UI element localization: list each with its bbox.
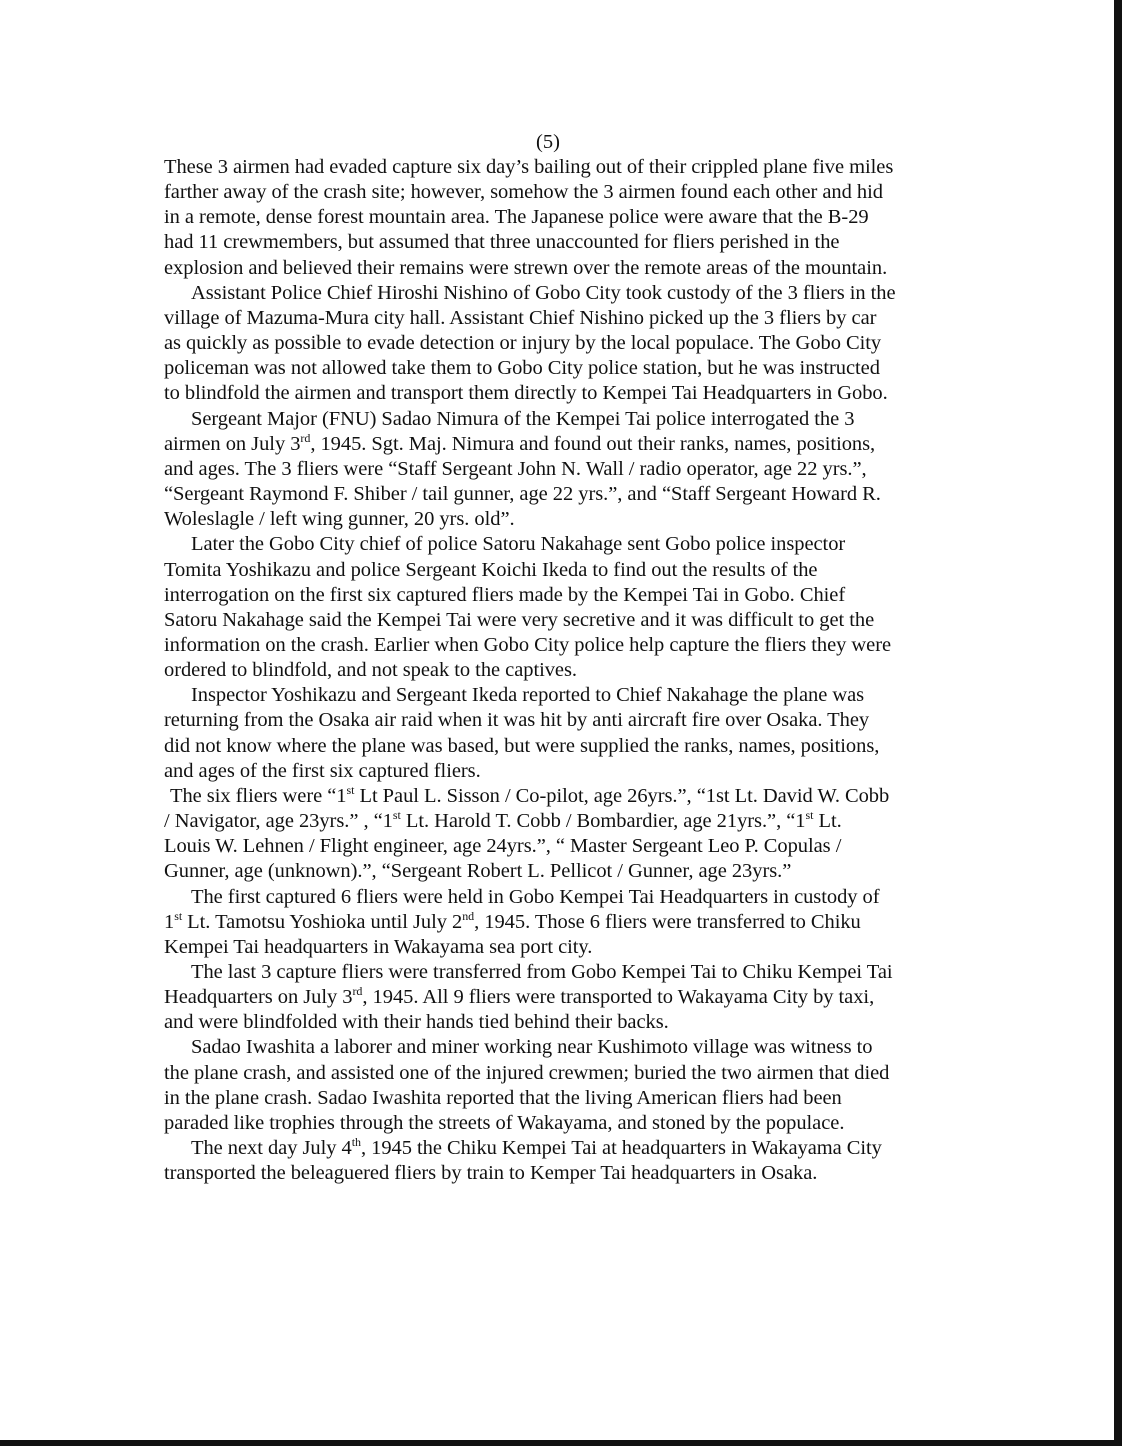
text-line	[164, 1136, 964, 1161]
text-line: policeman was not allowed take them to Gobo City police station, but he was instructed	[164, 357, 880, 380]
text-line: Gunner, age (unknown).”, “Sergeant Robert L. Pellicot / Gunner, age 23yrs.”	[164, 860, 792, 883]
text-line	[164, 784, 964, 809]
text-fragment: , 1945. Those 6 fliers were transferred to Chiku	[474, 910, 861, 933]
page-edge-right	[1114, 0, 1122, 1446]
text-fragment: / Navigator, age 23yrs.” , “1	[164, 810, 393, 833]
text-line: information on the crash. Earlier when Gobo City police help capture the fliers they were	[164, 633, 892, 656]
text-fragment: Lt. Harold T. Cobb / Bombardier, age 21yrs.”, “1	[400, 810, 806, 833]
text-fragment: Lt Paul L. Sisson / Co-pilot, age 26yrs.”, “1st Lt. David W. Cobb	[354, 784, 890, 807]
text-line: did not know where the plane was based, but were supplied the ranks, names, positions,	[164, 734, 880, 757]
text-fragment: , 1945 the Chiku Kempei Tai at headquarters in Wakayama City	[360, 1137, 882, 1160]
page-edge-bottom	[0, 1440, 1122, 1446]
text-fragment: Lt. Tamotsu Yoshioka until July 2	[182, 910, 463, 933]
ordinal-suffix: st	[805, 808, 814, 823]
text-line: Louis W. Lehnen / Flight engineer, age 24yrs.”, “ Master Sergeant Leo P. Copulas /	[164, 835, 842, 858]
text-line: had 11 crewmembers, but assumed that three unaccounted for fliers perished in the	[164, 231, 840, 254]
text-line: in a remote, dense forest mountain area. The Japanese police were aware that the B-29	[164, 206, 869, 229]
text-fragment: 1	[164, 910, 175, 933]
text-line: in the plane crash. Sadao Iwashita reported that the living American fliers had been	[164, 1086, 842, 1109]
text-line: “Sergeant Raymond F. Shiber / tail gunner, age 22 yrs.”, and “Staff Sergeant Howard R.	[164, 483, 881, 506]
text-line	[164, 809, 964, 834]
ordinal-suffix: st	[174, 908, 183, 923]
text-line: village of Mazuma-Mura city hall. Assistant Chief Nishino picked up the 3 fliers by car	[164, 306, 877, 329]
text-line: The first captured 6 fliers were held in Gobo Kempei Tai Headquarters in custody of	[191, 885, 880, 908]
ordinal-suffix: rd	[300, 430, 311, 445]
text-line: Satoru Nakahage said the Kempei Tai were very secretive and it was difficult to get the	[164, 608, 875, 631]
text-line: The last 3 capture fliers were transferred from Gobo Kempei Tai to Chiku Kempei Tai	[191, 961, 893, 983]
text-line	[164, 985, 964, 1010]
text-line: and were blindfolded with their hands tied behind their backs.	[164, 1011, 669, 1034]
text-line: These 3 airmen had evaded capture six day’s bailing out of their crippled plane five miles	[164, 156, 894, 178]
text-line: transported the beleaguered fliers by train to Kemper Tai headquarters in Osaka.	[164, 1162, 818, 1185]
ordinal-suffix: st	[392, 808, 401, 823]
text-line: interrogation on the first six captured fliers made by the Kempei Tai in Gobo. Chief	[164, 583, 846, 606]
page-number: (5)	[536, 131, 560, 153]
text-line: Assistant Police Chief Hiroshi Nishino of Gobo City took custody of the 3 fliers in the	[191, 281, 896, 304]
text-line	[164, 432, 964, 457]
text-line: as quickly as possible to evade detection or injury by the local populace. The Gobo City	[164, 332, 882, 355]
text-fragment: Headquarters on July 3	[164, 986, 353, 1009]
text-fragment: , 1945. Sgt. Maj. Nimura and found out their ranks, names, positions,	[310, 432, 876, 455]
text-line: returning from the Osaka air raid when it was hit by anti aircraft fire over Osaka. They	[164, 709, 870, 732]
text-line: Later the Gobo City chief of police Satoru Nakahage sent Gobo police inspector	[191, 533, 846, 556]
text-line: farther away of the crash site; however, somehow the 3 airmen found each other and hid	[164, 181, 883, 204]
text-line: Kempei Tai headquarters in Wakayama sea port city.	[164, 935, 593, 958]
text-fragment: The six fliers were “1	[170, 784, 347, 807]
ordinal-suffix: rd	[352, 984, 363, 999]
text-line: Sadao Iwashita a laborer and miner working near Kushimoto village was witness to	[191, 1036, 873, 1059]
text-line: Tomita Yoshikazu and police Sergeant Koichi Ikeda to find out the results of the	[164, 558, 818, 581]
text-fragment: Lt.	[813, 810, 842, 833]
text-line: and ages. The 3 fliers were “Staff Sergeant John N. Wall / radio operator, age 22 yrs.”,	[164, 457, 867, 480]
text-line: the plane crash, and assisted one of the injured crewmen; buried the two airmen that died	[164, 1061, 890, 1084]
text-line	[164, 910, 964, 935]
ordinal-suffix: st	[346, 782, 355, 797]
text-fragment: airmen on July 3	[164, 432, 301, 455]
text-line: paraded like trophies through the streets of Wakayama, and stoned by the populace.	[164, 1111, 845, 1134]
ordinal-suffix: nd	[462, 908, 475, 923]
body-text	[164, 155, 964, 1186]
text-line: Inspector Yoshikazu and Sergeant Ikeda reported to Chief Nakahage the plane was	[191, 684, 865, 707]
text-line: Woleslagle / left wing gunner, 20 yrs. old”.	[164, 508, 515, 531]
text-line: Sergeant Major (FNU) Sadao Nimura of the Kempei Tai police interrogated the 3	[191, 407, 855, 430]
text-line: to blindfold the airmen and transport them directly to Kempei Tai Headquarters in Gobo.	[164, 382, 888, 405]
ordinal-suffix: th	[351, 1135, 361, 1150]
text-line: ordered to blindfold, and not speak to the captives.	[164, 659, 577, 682]
text-line: explosion and believed their remains were strewn over the remote areas of the mountain.	[164, 256, 888, 279]
text-fragment: , 1945. All 9 fliers were transported to Wakayama City by taxi,	[362, 986, 875, 1009]
text-fragment: The next day July 4	[191, 1137, 352, 1160]
text-line: and ages of the first six captured fliers.	[164, 759, 481, 782]
